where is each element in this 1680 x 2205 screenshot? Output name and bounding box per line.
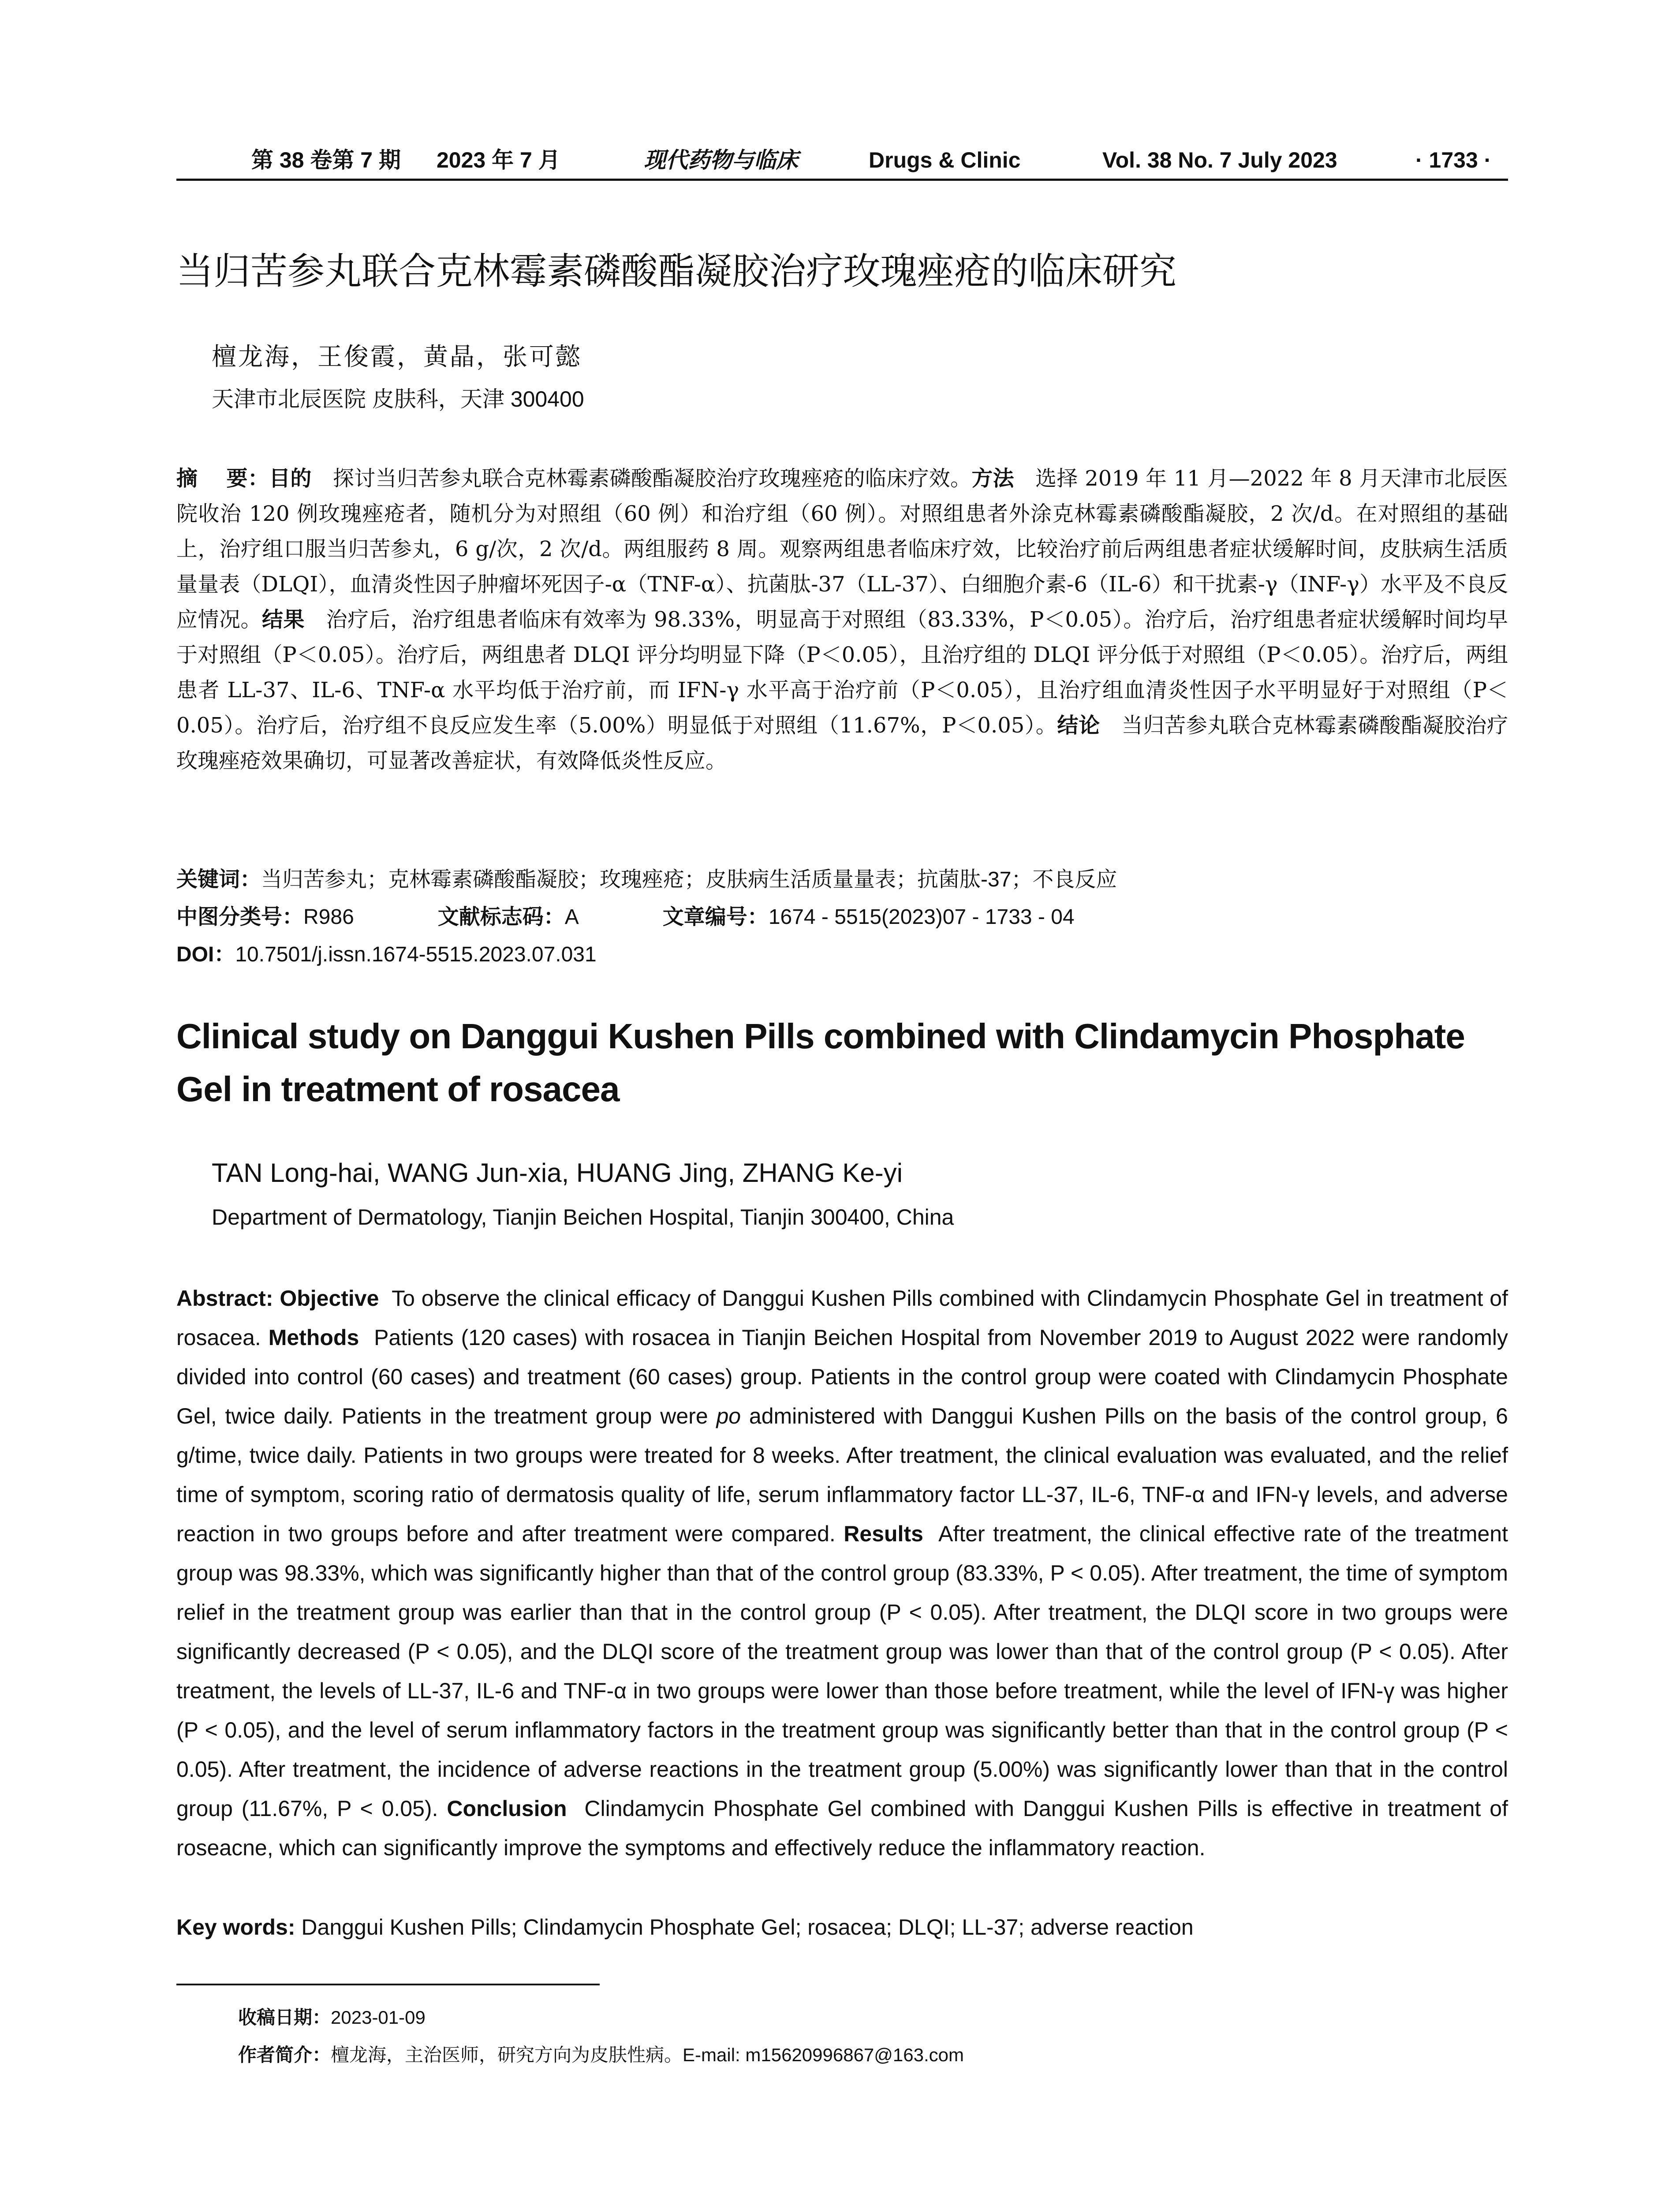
header-date-cn: 2023 年 7 月: [437, 148, 560, 172]
authors-en: TAN Long-hai, WANG Jun-xia, HUANG Jing, ZHANG Ke-yi: [212, 1158, 903, 1188]
objective-cn-label: 目的: [269, 466, 312, 491]
clc-value: R986: [303, 905, 354, 929]
header-rule: [176, 179, 1508, 181]
doi-label: DOI：: [176, 943, 235, 966]
classification-line: [176, 900, 1508, 935]
methods-cn-label: 方法: [971, 466, 1014, 491]
header-volume-cn: 第 38 卷第 7 期: [251, 148, 401, 172]
author-bio-label: 作者简介：: [238, 2044, 331, 2065]
objective-en: To observe the clinical efficacy of Danggui Kushen Pills combined with Clindamycin Phosphate Gel in treatment of rosacea.: [176, 1286, 1508, 1350]
clc-label: 中图分类号：: [176, 905, 304, 929]
methods-en-2: administered with Danggui Kushen Pills on the basis of the control group, 6 g/time, twice daily. Patients in two groups were treated for 8 weeks. After treatment, the clinical evaluation was evaluated, and the relief time of symptom, scoring ratio of dermatosis quality of life, serum inflammatory factor LL-37, IL-6, TNF-α and IFN-γ levels, and adverse reaction in two groups before and after treatment were compared.: [176, 1404, 1508, 1546]
header-journal-en: Drugs & Clinic: [869, 148, 1021, 172]
received-date: 2023-01-09: [331, 2007, 426, 2028]
methods-en-1: Patients (120 cases) with rosacea in Tianjin Beichen Hospital from November 2019 to August 2022 were randomly divided into control (60 cases) and treatment (60 cases) group. Patients in the control group were coated with Clindamycin Phosphate Gel, twice daily. Patients in the treatment group were: [176, 1325, 1508, 1428]
affiliation-en: Department of Dermatology, Tianjin Beichen Hospital, Tianjin 300400, China: [212, 1205, 954, 1230]
doi-line: [176, 937, 1508, 972]
keywords-en-label: Key words:: [176, 1915, 295, 1940]
methods-cn: 选择 2019 年 11 月—2022 年 8 月天津市北辰医院收治 120 例玫瑰痤疮者，随机分为对照组（60 例）和治疗组（60 例）。对照组患者外涂克林霉素磷酸酯凝胶，2 次/d。在对照组的基础上，治疗组口服当归苦参丸，6 g/次，2 次/d。两组服药 8 周。观察两组患者临床疗效，比较治疗前后两组患者症状缓解时间，皮肤病生活质量量表（DLQI），血清炎性因子肿瘤坏死因子-α（TNF-α）、抗菌肽-37（LL-37）、白细胞介素-6（IL-6）和干扰素-γ（INF-γ）水平及不良反应情况。: [176, 466, 1508, 632]
abstract-en: [176, 1279, 1508, 1868]
conclusion-en-label: Conclusion: [447, 1796, 567, 1821]
objective-cn: 探讨当归苦参丸联合克林霉素磷酸酯凝胶治疗玫瑰痤疮的临床疗效。: [332, 466, 972, 491]
header-volume-en: Vol. 38 No. 7 July 2023: [1102, 148, 1337, 172]
article-no-value: 1674 - 5515(2023)07 - 1733 - 04: [768, 905, 1075, 929]
abstract-cn-label: 摘 要：: [176, 466, 269, 491]
conclusion-en: Clindamycin Phosphate Gel combined with Danggui Kushen Pills is effective in treatment of roseacne, which can significantly improve the symptoms and effectively reduce the inflammatory reaction.: [176, 1796, 1508, 1860]
footnote-author: [238, 2040, 964, 2070]
received-label: 收稿日期：: [238, 2007, 331, 2028]
keywords-en-text: Danggui Kushen Pills; Clindamycin Phosphate Gel; rosacea; DLQI; LL-37; adverse reaction: [301, 1915, 1194, 1940]
affiliation-cn: 天津市北辰医院 皮肤科，天津 300400: [212, 387, 584, 411]
doc-code-value: A: [564, 905, 579, 929]
methods-en-po: po: [716, 1404, 741, 1428]
header-page-number: · 1733 ·: [1415, 148, 1492, 172]
results-en: After treatment, the clinical effective rate of the treatment group was 98.33%, which was significantly higher than that of the control group (83.33%, P < 0.05). After treatment, the time of symptom relief in the treatment group was earlier than that in the control group (P < 0.05). After treatment, the DLQI score in two groups were significantly decreased (P < 0.05), and the DLQI score of the treatment group was lower than that of the control group (P < 0.05). After treatment, the levels of LL-37, IL-6 and TNF-α in two groups were lower than those before treatment, while the level of IFN-γ was higher (P < 0.05), and the level of serum inflammatory factors in the treatment group was significantly better than that in the control group (P < 0.05). After treatment, the incidence of adverse reactions in the treatment group (5.00%) was significantly lower than that in the control group (11.67%, P < 0.05).: [176, 1521, 1508, 1821]
doc-code-label: 文献标志码：: [437, 905, 565, 929]
authors-cn: 檀龙海，王俊霞，黄晶，张可懿: [212, 343, 582, 371]
title-cn: 当归苦参丸联合克林霉素磷酸酯凝胶治疗玫瑰痤疮的临床研究: [176, 250, 1177, 293]
abstract-en-label: Abstract:: [176, 1286, 273, 1311]
results-cn-label: 结果: [262, 607, 305, 632]
running-header: [176, 140, 1508, 180]
keywords-cn-label: 关键词：: [176, 868, 261, 891]
results-en-label: Results: [844, 1521, 923, 1546]
header-journal-cn: 现代药物与临床: [644, 147, 798, 173]
author-bio: 檀龙海，主治医师，研究方向为皮肤性病。E-mail: m15620996867@163.com: [331, 2044, 964, 2065]
doi-value: 10.7501/j.issn.1674-5515.2023.07.031: [235, 943, 597, 966]
keywords-cn: [176, 862, 1508, 897]
conclusion-cn-label: 结论: [1057, 713, 1100, 738]
methods-en-label: Methods: [268, 1325, 359, 1350]
footnote-received: [238, 2002, 426, 2033]
title-en: Clinical study on Danggui Kushen Pills combined with Clindamycin Phosphate Gel in treatment of rosacea: [176, 1017, 1465, 1109]
article-no-label: 文章编号：: [662, 905, 769, 929]
conclusion-cn: 当归苦参丸联合克林霉素磷酸酯凝胶治疗玫瑰痤疮效果确切，可显著改善症状，有效降低炎性反应。: [176, 713, 1508, 773]
keywords-cn-text: 当归苦参丸；克林霉素磷酸酯凝胶；玫瑰痤疮；皮肤病生活质量量表；抗菌肽-37；不良反应: [261, 868, 1117, 891]
keywords-en: [176, 1907, 1508, 1947]
results-cn: 治疗后，治疗组患者临床有效率为 98.33%，明显高于对照组（83.33%，P＜0.05）。治疗后，治疗组患者症状缓解时间均早于对照组（P＜0.05）。治疗后，两组患者 DLQI 评分均明显下降（P＜0.05），且治疗组的 DLQI 评分低于对照组（P＜0.05）。治疗后，两组患者 LL-37、IL-6、TNF-α 水平均低于治疗前，而 IFN-γ 水平高于治疗前（P＜0.05），且治疗组血清炎性因子水平明显好于对照组（P＜0.05）。治疗后，治疗组不良反应发生率（5.00%）明显低于对照组（11.67%，P＜0.05）。: [176, 607, 1508, 738]
abstract-cn: [176, 461, 1508, 778]
footnote-rule: [176, 1984, 600, 1985]
objective-en-label: Objective: [280, 1286, 379, 1311]
